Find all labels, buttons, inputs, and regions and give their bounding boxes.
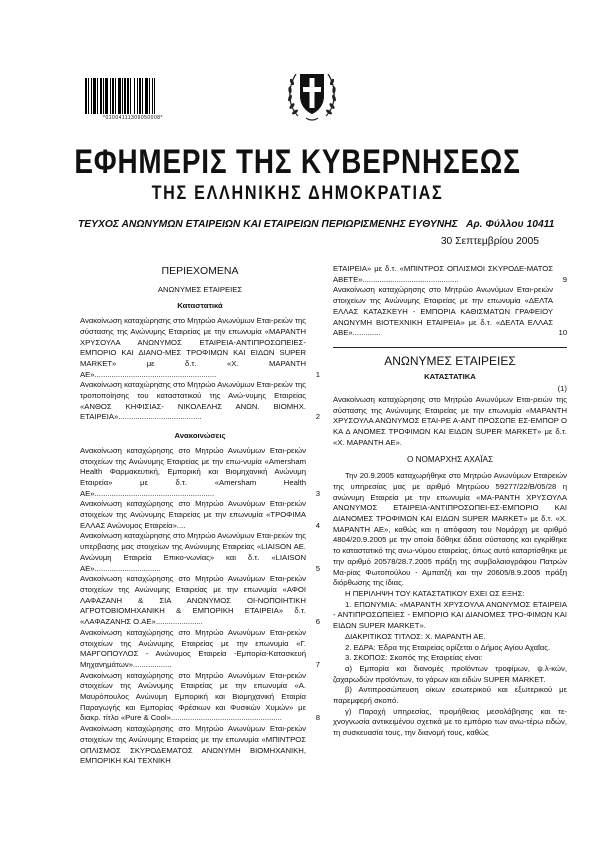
toc-page-number: 1 <box>315 369 320 379</box>
announcement-intro: Ανακοίνωση καταχώρησης στο Μητρώο Ανωνύμων Εται-ρειών της σύστασης της Ανώνυμης Εταιρείας με την επωνυμία «ΜΑΡΑΝΤΗ ΧΡΥΣΟΥΛΑ ΑΝΩΝΥΜΟΣ ΕΤΑΙ-ΡΕ Α-ΑΝΤ ΠΡΟΣΩΠΕ ΕΣ-ΕΜΠΟΡ Ο ΚΑ Δ ΑΝΟΜΕΣ ΤΡΟΦΙΜΩΝ ΚΑΙ ΕΙΔΩΝ SUPER MARKET» με δ.τ. «Χ. ΜΑΡΑΝΤΗ ΑΕ». <box>333 395 567 447</box>
issue-date: 30 Σεπτεμβρίου 2005 <box>440 236 539 247</box>
body-paragraph: 2. ΕΔΡΑ: Έδρα της Εταιρείας ορίζεται ο Δήμος Αγίου Αχαΐας. <box>345 642 551 652</box>
toc-entry-text: Ανακοίνωση καταχώρησης στο Μητρώο Ανωνύμων Εται-ρειών της σύστασης της Ανώνυμης Εταιρείας με την επωνυμία «ΜΑΡΑΝΤΗ ΧΡΥΣΟΥΛΑ ΑΝΩΝΥΜΟΣ ΕΤΑΙΡΕΙΑ-ΑΝΤΙΠΡΟΣΩΠΕΙΕΣ-ΕΜΠΟΡΙΟ ΚΑΙ ΔΙΑΝΟ-ΜΕΣ ΤΡΟΦΙΜΩΝ ΚΑΙ ΕΙΔΩΝ SUPER MARKET» με δ.τ. «Χ. ΜΑΡΑΝΤΗ ΑΕ»......................................................... <box>80 316 306 379</box>
gazette-title: ΕΦΗΜΕΡΙΣ ΤΗΣ ΚΥΒΕΡΝΗΣΕΩΣ <box>74 143 521 181</box>
section-divider <box>333 347 567 348</box>
body-paragraph: β) Αντιπροσώπευση οίκων εσωτερικού και εξωτερικού με παρεμφερή σκοπό. <box>333 685 567 706</box>
toc-entry-text: Ανακοίνωση καταχώρησης στο Μητρώο Ανωνύμων Εται-ρειών της υπερβασης μας στοιχείων της Ανώνυμης Εταιρείας «LIAISON AE. Ανώνυμη Εταιρεία Επικο-νωνίας» και δ.τ. «LIAISON AE»............................... <box>80 531 306 573</box>
body-paragraph: 3. ΣΚΟΠΟΣ: Σκοπός της Εταιρείας είναι: <box>345 653 483 663</box>
toc-entry-text: Ανακοίνωση καταχώρησης στο Μητρώο Ανωνύμων Εται-ρειών στοιχείων της Ανώνυμης Εταιρείας με την επωνυμία «Γ. ΜΑΡΓΟΠΟΥΛΟΣ - Ανώνυμος Εταιρεία -Εμπορία-Κατασκευή Μηχανημάτων».................. <box>80 627 306 669</box>
coat-of-arms-emblem <box>284 62 340 126</box>
body-column <box>333 264 567 739</box>
toc-entry[interactable] <box>80 574 320 628</box>
contents-heading: ΠΕΡΙΕΧΟΜΕΝΑ <box>161 265 239 277</box>
toc-page-number: 10 <box>558 328 567 338</box>
body-paragraph: ΔΙΑΚΡΙΤΙΚΟΣ ΤΙΤΛΟΣ: Χ. ΜΑΡΑΝΤΗ ΑΕ. <box>345 631 486 641</box>
toc-entry-text: Ανακοίνωση καταχώρησης στο Μητρώο Ανωνύμων Εται-ρειών στοιχείων της Ανώνυμης Εταιρείας με την επωνυμία «ΔΕΛΤΑ ΕΛΛΑΣ ΚΑΤΑΣΚΕΥΗ - ΕΜΠΟΡΙΑ ΚΑΘΙΣΜΑΤΩΝ ΓΡΑΦΕΙΟΥ ΑΝΩΝΥΜΗ ΒΙΟΤΕΧΝΙΚΗ ΕΤΑΙΡΕΙΑ» με δ.τ. «ΔΕΛΤΑ ΕΛΛΑΣ ΑΒΕ»............. <box>333 285 553 338</box>
toc-entry[interactable] <box>333 264 567 285</box>
toc-entry-text: Ανακοίνωση καταχώρησης στο Μητρώο Ανωνύμων Εται-ρειών της τροποποίησης του καταστατικού της Ανώ-νυμης Εταιρείας «ΑΝΘΟΣ ΚΗΦΙΣΙΑΣ- ΝΙΚΟΛΕΛΗΣ ΑΝΩΝ. ΒΙΟΜΗΧ. ΕΤΑΙΡΕΙΑ»....................................... <box>80 380 306 422</box>
announcements-subheading: Ανακοινώσεις <box>174 431 226 441</box>
toc-entry[interactable] <box>80 531 320 574</box>
toc-page-number: 9 <box>562 274 567 284</box>
toc-page-number: 7 <box>315 659 320 669</box>
toc-entry[interactable] <box>333 285 567 339</box>
sheet-number: Αρ. Φύλλου 10411 <box>466 219 555 230</box>
toc-entry-text: Ανακοίνωση καταχώρησης στο Μητρώο Ανωνύμων Εται-ρειών στοιχείων της Ανώνυμης Εταιρείας με την επω-νυμία «Amersham Health Φαρμακευτική, Εμπορική και Βιομηχανική Ανώνυμη Εταιρεία» με δ.τ. «Amersham Health AE»........................................................ <box>80 445 306 498</box>
toc-page-number: 8 <box>315 713 320 723</box>
body-paragraph: Η ΠΕΡΙΛΗΨΗ ΤΟΥ ΚΑΤΑΣΤΑΤΙΚΟΥ ΕΧΕΙ ΩΣ ΕΞΗΣ: <box>345 588 525 598</box>
body-paragraph: α) Εμπορία και διανομές προϊόντων τροφίμων, ψ.λ-κών, ζαχαρωδών προϊόντων, το γάρων και ειδών SUPER MARKET. <box>333 663 567 684</box>
toc-entry-text: Ανακοίνωση καταχώρησης στο Μητρώο Ανωνύμων Εται-ρειών στοιχείων της Ανώνυμης Εταιρείας με την επωνυμία «Α. Μαυρόπουλος Ανώνυμη Εμπορική και Βιομηχανική Εταιρία Παραγωγής και Εμπορίας Φρέσκων και Φυσικών Χυμών» με διακρ. τίτλο «Pure & Cool».................................................... <box>80 670 306 723</box>
toc-entry-text: ΕΤΑΙΡΕΙΑ» με δ.τ. «ΜΠΙΝΤΡΟΣ ΟΠΛΙΣΜΟΙ ΣΚΥΡΟΔΕ-ΜΑΤΟΣ ΑΒΕΤΕ»............................................. <box>333 264 553 284</box>
toc-entry[interactable] <box>80 499 320 531</box>
statutes-subheading: Καταστατικά <box>177 301 223 311</box>
gazette-subtitle: ΤΗΣ ΕΛΛΗΝΙΚΗΣ ΔΗΜΟΚΡΑΤΙΑΣ <box>151 183 444 204</box>
toc-entry[interactable] <box>80 380 320 423</box>
issue-type: ΤΕΥΧΟΣ ΑΝΩΝΥΜΩΝ ΕΤΑΙΡΕΙΩΝ ΚΑΙ ΕΤΑΙΡΕΙΩΝ ΠΕΡΙΩΡΙΣΜΕΝΗΣ ΕΥΘΥΝΗΣ <box>78 219 458 230</box>
body-paragraph: Την 20.9.2005 καταχωρήθηκε στο Μητρώο Ανωνύμων Εταιρειών της υπηρεσίας μας με αριθμό Μητρώου 59277/22/Β/05/28 η ανώνυμη Εταιρεία με την επωνυμία «ΜΑ-ΡΑΝΤΗ ΧΡΥΣΟΥΛΑ ΑΝΩΝΥΜΟΣ ΕΤΑΙΡΕΙΑ-ΑΝΤΙΠΡΟΣΩΠΕΙ-ΕΣ-ΕΜΠΟΡΙΟ ΚΑΙ ΔΙΑΝΟΜΕΣ ΤΡΟΦΙΜΩΝ ΚΑΙ ΕΙΔΩΝ SUPER MARKET» με δ.τ. «Χ. ΜΑΡΑΝΤΗ ΑΕ», καθώς και η απόφαση του Νομάρχη με αριθμό 4804/20.9.2005 με την οποία δόθηκε άδεια σύστασης και εγκρίθηκε το καταστατικό της ανω-νύμου εταιρείας, όπως αυτό καταρτίσθηκε με την αριθμό 20578/28.7.2005 πράξη της συμβολαιογράφου Πατρών Μα-ρίας Φωτοπούλου - Αμπατζή και την 20605/8.9.2005 πράξη διόρθωσης της ίδιας. <box>333 471 567 588</box>
toc-page-number: 4 <box>315 520 320 530</box>
toc-page-number: 6 <box>315 617 320 627</box>
contents-section-title: ΑΝΩΝΥΜΕΣ ΕΤΑΙΡΕΙΕΣ <box>157 284 243 294</box>
toc-entry-text: Ανακοίνωση καταχώρησης στο Μητρώο Ανωνύμων Εται-ρειών στοιχείων της Ανώνυμης Εταιρείας με την επωνυμία «ΤΡΟΦΙΜΑ ΕΛΛΑΣ Ανώνυμος Εταιρεία».... <box>80 499 306 530</box>
toc-page-number: 2 <box>315 412 320 422</box>
body-paragraph: γ) Παροχή υπηρεσίας, προμήθειας μεσολάβησης και τε-χνογνωσία αντικειμένου σχετικά με το εμπόριο των ανω-τέρω ειδών, τη συσκευασία τους, την διανομή τους, καθώς <box>333 706 567 738</box>
contents-column <box>80 264 320 767</box>
toc-entry[interactable] <box>80 316 320 380</box>
toc-entry[interactable] <box>80 671 320 725</box>
toc-entry[interactable] <box>80 628 320 671</box>
toc-entry-text: Ανακοίνωση καταχώρησης στο Μητρώο Ανωνύμων Εται-ρειών στοιχείων της Ανώνυμης Εταιρείας με την επωνυμία «ΑΦΟΙ ΛΑΦΑΖΑΝΗ & ΣΙΑ ΑΝΩΝΥΜΟΣ ΟΙ-ΝΟΠΟΙΗΤΙΚΗ ΑΓΡΟΤΟΒΙΟΜΗΧΑΝΙΚΗ & ΕΜΠΟΡΙΚΗ ΕΤΑΙΡΕΙΑ» δ.τ. «ΛΑΦΑΖΑΝΗΣ Ο.ΑΕ»...................... <box>80 574 306 627</box>
toc-entry[interactable] <box>80 446 320 500</box>
toc-page-number: 3 <box>315 488 320 498</box>
toc-page-number: 5 <box>315 563 320 573</box>
barcode-number: *01004111309050008* <box>103 115 163 121</box>
prefect-heading: Ο ΝΟΜΑΡΧΗΣ ΑΧΑΪΑΣ <box>406 454 494 464</box>
item-number: (1) <box>557 384 567 394</box>
toc-entry-text: Ανακοίνωση καταχώρησης στο Μητρώο Ανωνύμων Εται-ρειών στοιχείων της Ανώνυμης Εταιρείας με την επωνυμία «ΜΠΙΝΤΡΟΣ ΟΠΛΙΣΜΟΣ ΣΚΥΡΟΔΕΜΑΤΟΣ ΑΝΩΝΥΜΗ ΒΙΟΜΗΧΑΝΙΚΗ, ΕΜΠΟΡΙΚΗ ΚΑΙ ΤΕΧΝΙΚΗ <box>80 724 306 766</box>
body-subheading: ΚΑΤΑΣΤΑΤΙΚΑ <box>424 371 476 381</box>
body-paragraph: 1. ΕΠΩΝΥΜΙΑ: «ΜΑΡΑΝΤΗ ΧΡΥΣΟΥΛΑ ΑΝΩΝΥΜΟΣ ΕΤΑΙΡΕΙΑ - ΑΝΤΙΠΡΟΣΩΠΕΙΕΣ - ΕΜΠΟΡΙΟ ΚΑΙ ΔΙΑΝΟΜΕΣ ΤΡΟ-ΦΙΜΩΝ ΚΑΙ ΕΙΔΩΝ SUPER MARKET». <box>333 599 567 631</box>
toc-entry[interactable] <box>80 724 320 767</box>
body-section-heading: ΑΝΩΝΥΜΕΣ ΕΤΑΙΡΕΙΕΣ <box>384 353 516 368</box>
barcode <box>85 78 181 114</box>
